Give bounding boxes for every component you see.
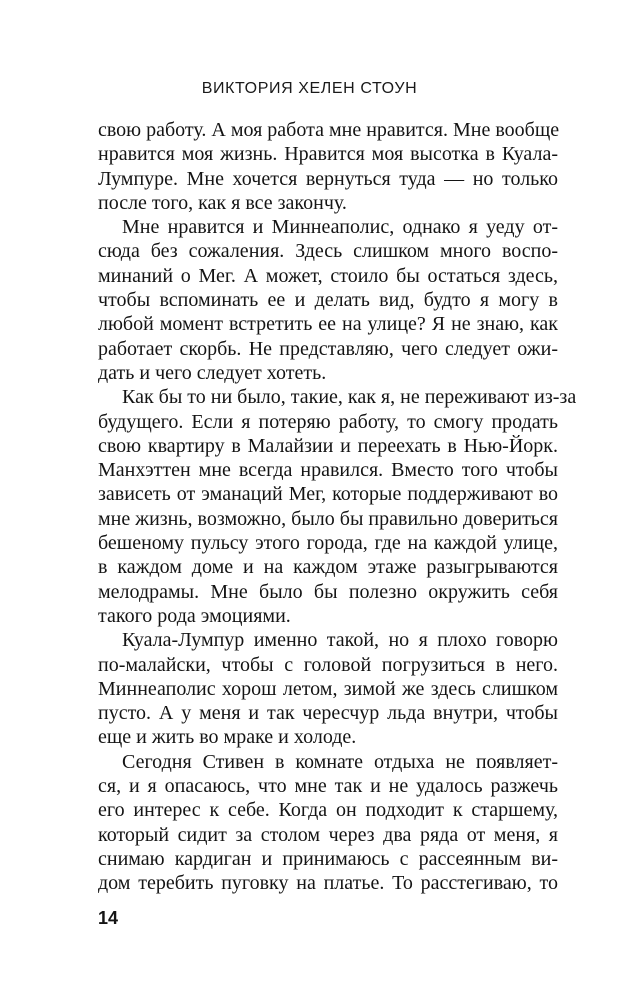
body-text [98,118,577,896]
text-line: Сегодня Стивен в комнате отдыха не появляет- [122,750,558,773]
text-line: снимаю кардиган и принимаюсь с рассеянным ви- [98,847,558,870]
text-line: который сидит за столом через два ряда от меня, я [98,823,558,846]
text-line: дать и чего следует хотеть. [98,361,327,384]
text-line: пусто. А у меня и так чересчур льда внутри, чтобы [98,702,558,725]
text-line: минаний о Мег. А может, стоило бы остаться здесь, [98,264,558,287]
text-line: будущего. Если я потеряю работу, то смогу продать [98,410,558,433]
text-line: сюда без сожаления. Здесь слишком много воспо- [98,240,558,263]
text-line: Манхэттен мне всегда нравился. Вместо того чтобы [98,459,558,482]
text-line: в каждом доме и на каждом этаже разыгрываются [98,556,558,579]
text-line: зависеть от эманаций Мег, которые поддерживают во [98,483,558,506]
text-line: работает скорбь. Не представляю, чего следует ожи- [98,337,558,360]
text-line: нравится моя жизнь. Нравится моя высотка в Куала- [98,143,558,166]
text-line: чтобы вспоминать ее и делать вид, будто я могу в [98,289,558,312]
text-line: любой момент встретить ее на улице? Я не знаю, как [98,313,558,336]
text-line: Как бы то ни было, такие, как я, не переживают из-за [122,386,577,409]
text-line: дом теребить пуговку на платье. То расстегиваю, то [98,872,558,895]
text-line: Лумпуре. Мне хочется вернуться туда — но только [98,167,558,190]
text-line: свою квартиру в Малайзии и переехать в Нью-Йорк. [98,434,558,457]
text-line: такого рода эмоциями. [98,604,291,627]
text-line: мелодрамы. Мне было бы полезно окружить себя [98,580,558,603]
text-line: свою работу. А моя работа мне нравится. Мне вообще [98,119,560,141]
text-line: Миннеаполис хорош летом, зимой же здесь слишком [98,677,558,700]
running-header: ВИКТОРИЯ ХЕЛЕН СТОУН [201,80,418,97]
text-line: ся, и я опасаюсь, что мне так и не удалось разжечь [98,775,558,798]
page-number: 14 [98,908,119,928]
text-line: еще и жить во мраке и холоде. [98,726,357,749]
text-line: Мне нравится и Миннеаполис, однако я уеду от- [122,216,558,239]
text-line: мне жизнь, возможно, было бы правильно довериться [98,507,558,530]
text-line: по-малайски, чтобы с головой погрузиться в него. [98,653,558,676]
text-line: после того, как я все закончу. [98,191,347,214]
text-line: бешеному пульсу этого города, где на каждой улице, [98,532,558,555]
text-line: его интерес к себе. Когда он подходит к старшему, [98,799,558,822]
text-line: Куала-Лумпур именно такой, но я плохо говорю [122,629,558,652]
